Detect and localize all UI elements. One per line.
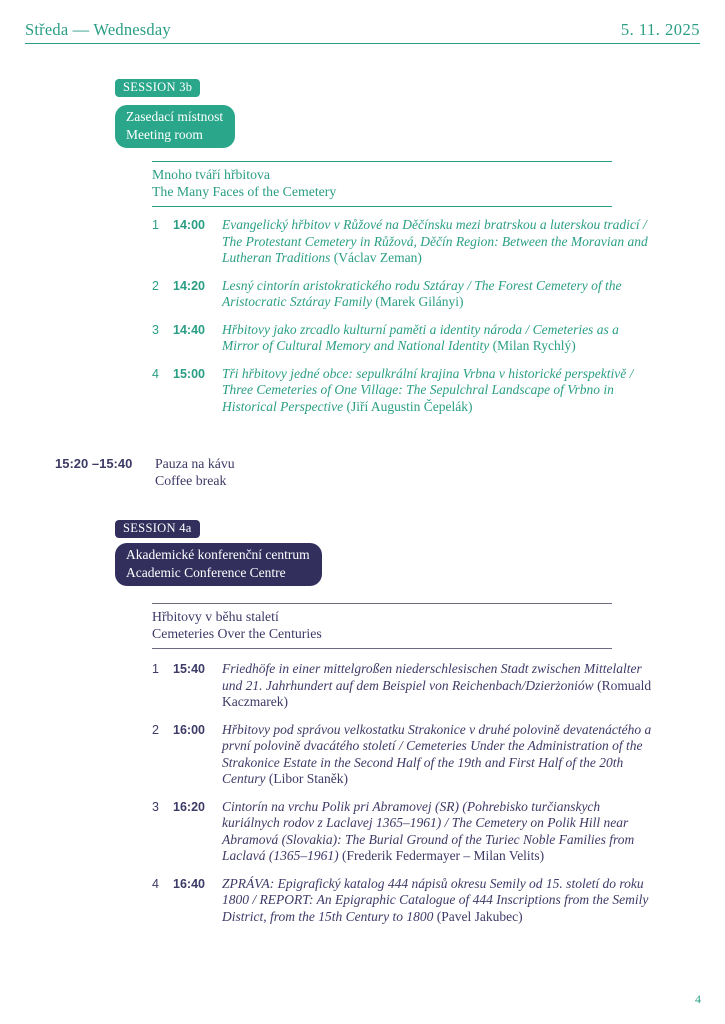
item-title: Evangelický hřbitov v Růžové na Děčínsku mezi bratrskou a luterskou tradicí / The Protestant Cemetery in Růžová, Děčín Region: Between the Moravian and Lutheran Traditions [222, 217, 648, 265]
venue-name-cs: Zasedací místnost [126, 109, 224, 124]
item-time: 14:40 [173, 322, 205, 337]
item-author: (Marek Gilányi) [375, 294, 464, 309]
item-title-block [222, 876, 652, 926]
item-title: Tři hřbitovy jedné obce: sepulkrální krajina Vrbna v historické perspektivě / Three Cemeteries of One Village: The Sepulchral Landscape of Vrbno in Historical Perspective [222, 365, 634, 414]
session-heading-cs: Hřbitovy v běhu staletí [152, 609, 279, 624]
item-number: 4 [152, 876, 159, 891]
program-item [152, 217, 652, 267]
item-title-block [222, 661, 652, 711]
item-title-block [222, 799, 652, 865]
session-3b-badge: SESSION 3b [115, 79, 200, 97]
program-item [152, 366, 652, 416]
header-day: Středa — Wednesday [25, 20, 171, 39]
session-3b-items [152, 217, 652, 426]
item-number: 2 [152, 278, 159, 293]
program-item [152, 876, 652, 926]
session-heading-cs: Mnoho tváří hřbitova [152, 167, 271, 182]
session-4a-items [152, 661, 652, 936]
item-title: Lesný cintorín aristokratického rodu Sztáray / The Forest Cemetery of the Aristocratic Sztáray Family [222, 277, 622, 309]
session-heading-en: The Many Faces of the Cemetery [152, 184, 337, 199]
item-author: (Pavel Jakubec) [436, 908, 523, 924]
item-number: 3 [152, 322, 159, 337]
item-author: (Frederik Federmayer – Milan Velits) [341, 848, 545, 863]
program-item [152, 722, 652, 788]
item-number: 1 [152, 662, 159, 676]
item-title: Hřbitovy pod správou velkostatku Strakonice v druhé polovině devatenáctého a první polovině dvacátého století / Cemeteries Under the Administration of the Strakonice Estate in the Second Half of the 19th and First Half of the 20th Century [222, 721, 652, 786]
coffee-break-label [155, 455, 235, 489]
session-4a-venue-badge [115, 543, 322, 586]
item-number: 3 [152, 799, 159, 814]
session-3b-heading [152, 161, 612, 207]
item-time: 15:40 [173, 662, 205, 676]
coffee-break-label-cs: Pauza na kávu [155, 456, 235, 471]
item-time: 15:00 [173, 366, 205, 381]
program-item [152, 661, 652, 711]
item-title: ZPRÁVA: Epigrafický katalog 444 nápisů okresu Semily od 15. století do roku 1800 / REPORT: An Epigraphic Catalogue of 444 Inscriptions from the Semily District, from the 15th Century to 1800 [222, 875, 649, 924]
item-title-block [222, 278, 652, 311]
item-title-block [222, 366, 652, 416]
session-4a-badge: SESSION 4a [115, 520, 200, 538]
item-title: Friedhöfe in einer mittelgroßen niederschlesischen Stadt zwischen Mittelalter und 21. Jahrhundert auf dem Beispiel von Reichenbach/Dzierżoniów [222, 661, 642, 693]
program-item [152, 322, 652, 355]
item-title: Hřbitovy jako zrcadlo kulturní paměti a identity národa / Cemeteries as a Mirror of Cultural Memory and National Identity [222, 321, 619, 353]
coffee-break-time: 15:20 –15:40 [55, 456, 133, 471]
program-item [152, 799, 652, 865]
item-time: 16:00 [173, 722, 205, 737]
item-time: 16:20 [173, 799, 205, 814]
session-3b-venue-badge [115, 105, 235, 148]
coffee-break-row [55, 455, 235, 489]
item-time: 14:20 [173, 278, 205, 293]
item-time: 14:00 [173, 218, 205, 232]
venue-name-en: Academic Conference Centre [126, 564, 286, 580]
item-number: 4 [152, 366, 159, 381]
venue-name-en: Meeting room [126, 126, 203, 142]
item-title-block [222, 322, 652, 355]
item-author: (Libor Staněk) [268, 771, 348, 786]
item-title-block [222, 722, 652, 788]
item-author: (Milan Rychlý) [492, 338, 576, 353]
coffee-break-label-en: Coffee break [155, 473, 227, 488]
item-time: 16:40 [173, 876, 205, 891]
item-number: 2 [152, 722, 159, 737]
session-heading-en: Cemeteries Over the Centuries [152, 626, 322, 641]
item-author: (Václav Zeman) [333, 250, 422, 265]
item-title: Cintorín na vrchu Polik pri Abramovej (SR) (Pohrebisko turčianskych kuriálnych rodov z Laclavej 1365–1961) / The Cemetery on Polik Hill near Abramová (Slovakia): The Burial Ground of the Turiec Noble Families from Laclavá (1365–1961) [222, 798, 635, 863]
venue-name-cs: Akademické konferenční centrum [126, 547, 310, 562]
item-author: (Jiří Augustin Čepelák) [346, 398, 473, 414]
session-4a-heading [152, 603, 612, 649]
item-number: 1 [152, 218, 159, 232]
program-item [152, 278, 652, 311]
page-number: 4 [695, 992, 701, 1006]
item-title-block [222, 217, 652, 267]
item-author: (Romuald Kaczmarek) [222, 677, 652, 709]
header-rule [25, 43, 700, 44]
header-date: 5. 11. 2025 [620, 20, 700, 39]
